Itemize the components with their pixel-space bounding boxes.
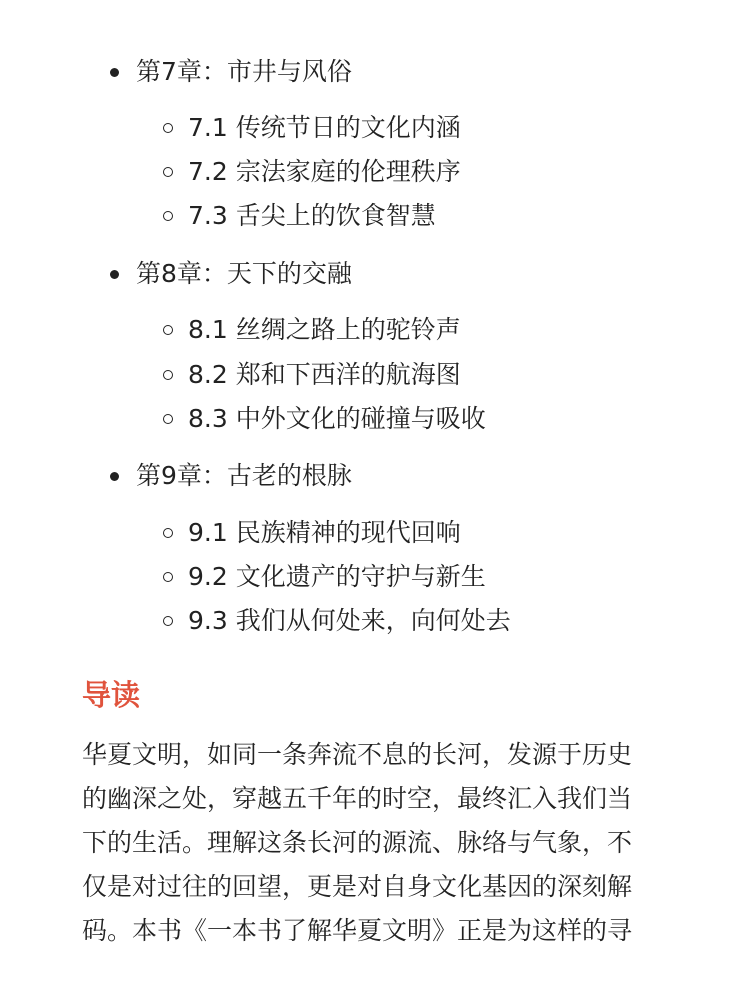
bullet-circle-icon	[163, 325, 173, 335]
toc-chapter-label: 第9章：古老的根脉	[136, 461, 352, 490]
bullet-circle-icon	[163, 211, 173, 221]
bullet-circle-icon	[163, 123, 173, 133]
paragraph-line: 下的生活。理解这条长河的源流、脉络与气象，不	[82, 828, 633, 857]
toc-section-label: 8.3 中外文化的碰撞与吸收	[188, 404, 486, 433]
bullet-circle-icon	[163, 414, 173, 424]
paragraph-line: 码。本书《一本书了解华夏文明》正是为这样的寻	[82, 916, 633, 945]
paragraph-line: 的幽深之处，穿越五千年的时空，最终汇入我们当	[82, 784, 633, 813]
toc-section-label: 8.1 丝绸之路上的驼铃声	[188, 315, 461, 344]
toc-section-label: 8.2 郑和下西洋的航海图	[188, 360, 461, 389]
bullet-circle-icon	[163, 370, 173, 380]
bullet-dot-icon	[110, 472, 119, 481]
intro-heading: 导读	[82, 678, 141, 712]
toc-chapter-label: 第8章：天下的交融	[136, 259, 352, 288]
toc-section-label: 7.3 舌尖上的饮食智慧	[188, 201, 436, 230]
bullet-circle-icon	[163, 616, 173, 626]
bullet-circle-icon	[163, 167, 173, 177]
toc-section-label: 9.1 民族精神的现代回响	[188, 518, 461, 547]
toc-chapter-label: 第7章：市井与风俗	[136, 57, 352, 86]
paragraph-line: 仅是对过往的回望，更是对自身文化基因的深刻解	[82, 872, 633, 901]
intro-paragraph	[82, 733, 682, 953]
bullet-dot-icon	[110, 270, 119, 279]
toc-section-label: 7.2 宗法家庭的伦理秩序	[188, 157, 461, 186]
bullet-circle-icon	[163, 572, 173, 582]
bullet-circle-icon	[163, 528, 173, 538]
bullet-dot-icon	[110, 68, 119, 77]
toc-section-label: 7.1 传统节日的文化内涵	[188, 113, 461, 142]
toc-section-label: 9.3 我们从何处来，向何处去	[188, 606, 511, 635]
toc-section-label: 9.2 文化遗产的守护与新生	[188, 562, 486, 591]
paragraph-line: 华夏文明，如同一条奔流不息的长河，发源于历史	[82, 740, 633, 769]
